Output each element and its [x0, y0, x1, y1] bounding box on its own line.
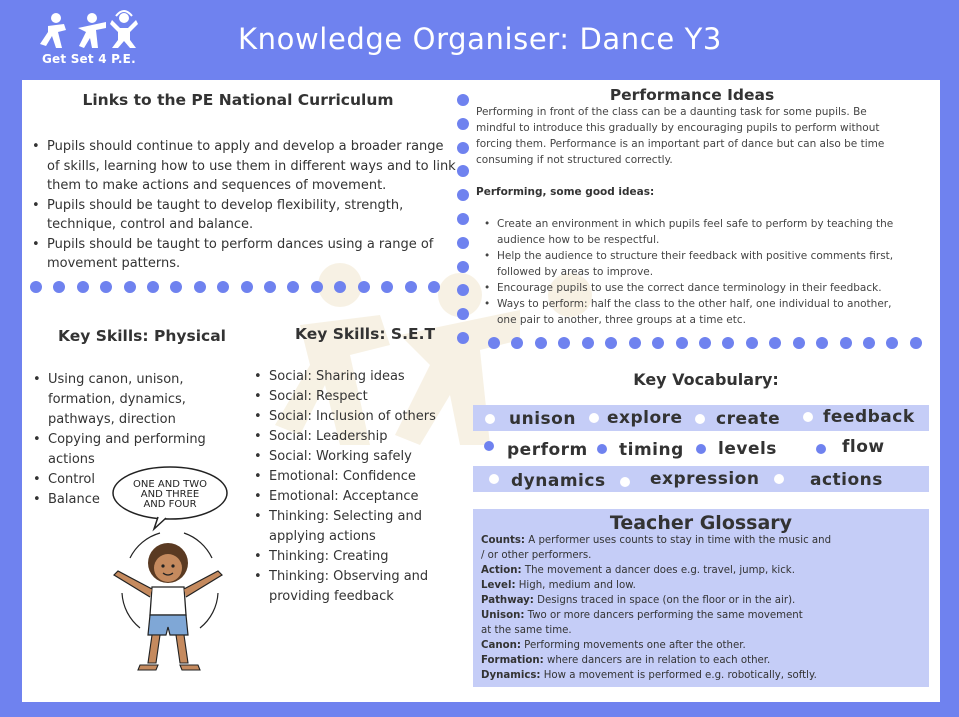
list-item: • Social: Respect — [254, 387, 454, 407]
bullet-icon — [695, 414, 705, 424]
list-item: • Balance — [33, 490, 223, 510]
glossary-entry: Unison: Two or more dancers performing the same movement — [481, 610, 803, 621]
list-item: • Thinking: Creating — [254, 547, 454, 567]
performance-intro: Performing in front of the class can be a daunting task for some pupils. Be mindful to introduce this gradually by encouraging pupils to perform without forcing them. Performance is an important part of dance but can also be time consuming if not structured correctly. — [476, 106, 885, 166]
list-item: • Encourage pupils to use the correct dance terminology in their feedback. — [484, 282, 882, 294]
vocab-word: create — [716, 409, 781, 429]
speech-line-1: ONE AND TWO — [133, 479, 207, 490]
list-item: • Help the audience to structure their feedback with positive comments first, followed by areas to improve. — [484, 250, 894, 278]
dotted-divider-vertical — [457, 94, 469, 344]
list-item: • Emotional: Acceptance — [254, 487, 454, 507]
glossary-entry: / or other performers. — [481, 550, 592, 561]
glossary-entry: Canon: Performing movements one after the other. — [481, 640, 746, 651]
logo-text: Get Set 4 P.E. — [42, 52, 136, 66]
list-item: • Emotional: Confidence — [254, 467, 454, 487]
glossary-entry: at the same time. — [481, 625, 572, 636]
list-item: • Using canon, unison, formation, dynamics, pathways, direction — [33, 370, 223, 430]
speech-line-2: AND THREE — [140, 489, 200, 500]
glossary-entry: Dynamics: How a movement is performed e.g. robotically, softly. — [481, 670, 817, 681]
bullet-icon — [597, 444, 607, 454]
performance-heading: Performance Ideas — [609, 86, 775, 104]
list-item: • Copying and performing actions — [33, 430, 223, 470]
page-title: Knowledge Organiser: Dance Y3 — [238, 22, 722, 56]
glossary-entry: Formation: where dancers are in relation to each other. — [481, 655, 771, 666]
bullet-icon — [489, 474, 499, 484]
bullet-icon — [620, 477, 630, 487]
bullet-icon — [696, 444, 706, 454]
vocabulary-row-3 — [473, 466, 929, 492]
list-item: • Ways to perform: half the class to the other half, one individual to another, one pair to another, three groups at a time etc. — [484, 298, 892, 326]
curriculum-list — [32, 137, 460, 274]
bullet-icon — [774, 474, 784, 484]
glossary-heading: Teacher Glossary — [609, 512, 793, 534]
set-heading: Key Skills: S.E.T — [294, 325, 436, 343]
vocab-word: timing — [619, 440, 684, 460]
vocab-word: flow — [842, 437, 885, 457]
dancer-illustration — [100, 463, 240, 678]
vocab-word: feedback — [823, 407, 915, 427]
dotted-divider-right — [488, 337, 922, 349]
speech-line-3: AND FOUR — [143, 499, 197, 510]
glossary-entry: Level: High, medium and low. — [481, 580, 636, 591]
performance-ideas — [484, 216, 924, 328]
list-item: • Control — [33, 470, 223, 490]
vocab-word: unison — [509, 409, 576, 429]
bullet-icon — [803, 412, 813, 422]
vocabulary-heading: Key Vocabulary: — [633, 370, 779, 389]
list-item: • Social: Sharing ideas — [254, 367, 454, 387]
set-list — [254, 367, 454, 607]
glossary-entry: Action: The movement a dancer does e.g. travel, jump, kick. — [481, 565, 795, 576]
teacher-glossary — [473, 509, 929, 687]
bullet-icon — [589, 413, 599, 423]
list-item: • Pupils should be taught to develop flexibility, strength, technique, control and balance. — [32, 196, 460, 235]
glossary-entry: Counts: A performer uses counts to stay in time with the music and — [481, 535, 832, 546]
vocab-word: dynamics — [511, 471, 606, 491]
vocab-word: explore — [607, 408, 683, 428]
list-item: • Social: Inclusion of others — [254, 407, 454, 427]
list-item: • Thinking: Selecting and applying actions — [254, 507, 454, 547]
performance-subheading: Performing, some good ideas: — [476, 186, 655, 198]
bullet-icon — [485, 414, 495, 424]
list-item: • Pupils should be taught to perform dances using a range of movement patterns. — [32, 235, 460, 274]
list-item: • Create an environment in which pupils feel safe to perform by teaching the audience how to be respectful. — [484, 218, 894, 246]
list-item: • Social: Working safely — [254, 447, 454, 467]
glossary-entry: Pathway: Designs traced in space (on the floor or in the air). — [481, 595, 796, 606]
vocabulary-row-2 — [473, 437, 929, 463]
vocab-word: actions — [810, 470, 883, 490]
curriculum-heading: Links to the PE National Curriculum — [82, 91, 394, 109]
bullet-icon — [816, 444, 826, 454]
bullet-icon — [484, 441, 494, 451]
vocab-word: perform — [507, 440, 588, 460]
physical-heading: Key Skills: Physical — [58, 327, 226, 345]
list-item: • Thinking: Observing and providing feedback — [254, 567, 454, 607]
vocabulary-row-1 — [473, 405, 929, 431]
dotted-divider-left — [30, 281, 440, 293]
vocab-word: expression — [650, 469, 760, 489]
list-item: • Social: Leadership — [254, 427, 454, 447]
list-item: • Pupils should continue to apply and develop a broader range of skills, learning how to use them in different ways and to link them to make actions and sequences of movement. — [32, 137, 460, 196]
vocab-word: levels — [718, 439, 777, 459]
